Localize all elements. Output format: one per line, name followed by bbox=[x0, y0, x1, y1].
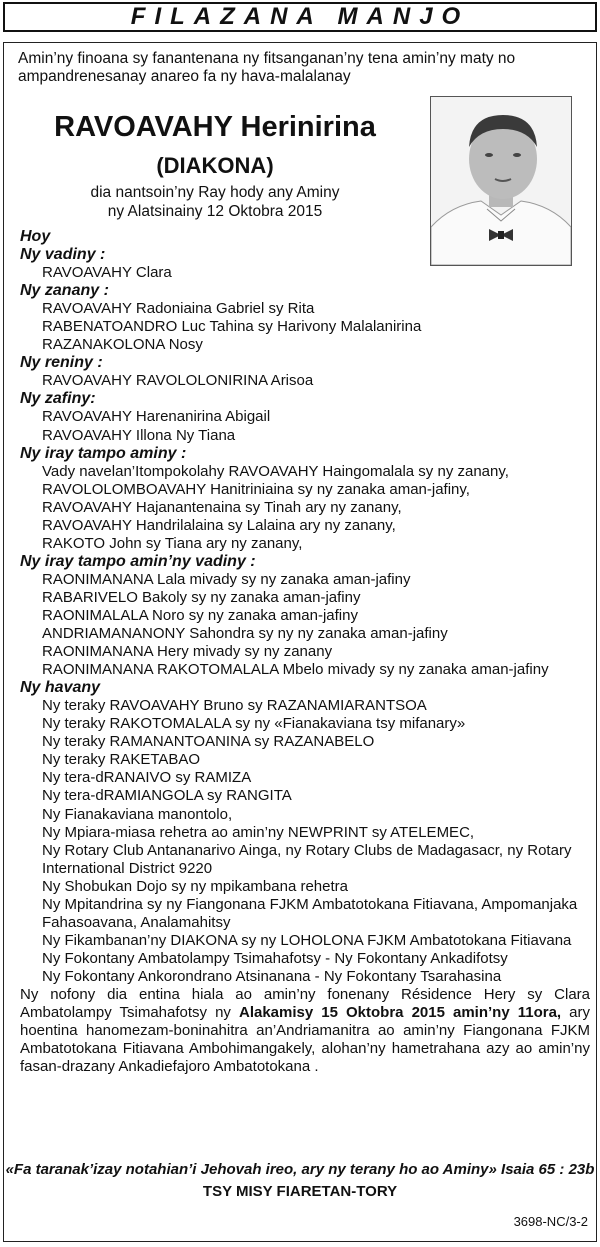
list-item: Ny teraky RAMANANTOANINA sy RAZANABELO bbox=[42, 733, 375, 751]
section-heading-havany: Ny havany bbox=[20, 679, 101, 697]
list-item: RABENATOANDRO Luc Tahina sy Harivony Malalanirina bbox=[42, 318, 422, 336]
list-item: RAVOAVAHY Radoniaina Gabriel sy Rita bbox=[42, 300, 315, 318]
death-date: ny Alatsinainy 12 Oktobra 2015 bbox=[107, 203, 323, 220]
list-item: Ny Fokontany Ambatolampy Tsimahafotsy - Ny Fokontany Ankadifotsy bbox=[42, 949, 508, 967]
section-heading-iray-tampo-vadiny: Ny iray tampo amin’ny vadiny : bbox=[20, 552, 256, 570]
list-item: RAVOAVAHY Illona Ny Tiana bbox=[42, 426, 236, 444]
list-item: Ny Mpitandrina sy ny Fiangonana FJKM Ambatotokana Fitiavana, Ampomanjaka Fahasoavana, Analamahitsy bbox=[42, 895, 578, 931]
list-item: RAONIMALALA Noro sy ny zanaka aman-jafiny bbox=[42, 606, 358, 624]
reference-code: 3698-NC/3-2 bbox=[513, 1214, 588, 1229]
section-heading-zanany: Ny zanany : bbox=[20, 282, 109, 300]
family-list bbox=[20, 228, 590, 1076]
list-item: RAVOLOLOMBOAVAHY Hanitriniaina sy ny zanaka aman-jafiny, bbox=[42, 480, 470, 498]
list-item: Ny teraky RAVOAVAHY Bruno sy RAZANAMIARANTSOA bbox=[42, 697, 427, 715]
list-item: RAVOAVAHY Handrilalaina sy Lalaina ary ny zanany, bbox=[42, 516, 396, 534]
list-item: Ny Mpiara-miasa rehetra ao amin’ny NEWPRINT sy ATELEMEC, bbox=[42, 823, 475, 841]
list-item: RAVOAVAHY Hajanantenaina sy Tinah ary ny zanany, bbox=[42, 498, 402, 516]
funeral-text-start: Ny nofony dia entina hiala ao amin’ny fonenany Résidence Hery sy Clara Ambatolampy Tsimahafotsy ny bbox=[20, 985, 590, 1022]
list-item: Ny tera-dRANAIVO sy RAMIZA bbox=[42, 769, 252, 787]
list-item: RAVOAVAHY RAVOLOLONIRINA Arisoa bbox=[42, 372, 314, 390]
list-item: Ny teraky RAKETABAO bbox=[42, 751, 201, 769]
list-item: Ny Fianakaviana manontolo, bbox=[42, 805, 233, 823]
deceased-title: (DIAKONA) bbox=[156, 153, 274, 178]
list-item: Ny tera-dRAMIANGOLA sy RANGITA bbox=[42, 787, 292, 805]
death-line: dia nantsoin’ny Ray hody any Aminy bbox=[90, 184, 340, 201]
page-header: FILAZANA MANJO bbox=[3, 2, 597, 32]
death-announcement bbox=[0, 183, 430, 221]
list-item: Ny Shobukan Dojo sy ny mpikambana rehetra bbox=[42, 877, 348, 895]
funeral-date: Alakamisy 15 Oktobra 2015 amin’ny 11ora, bbox=[238, 1004, 562, 1022]
funeral-details bbox=[20, 986, 590, 1076]
list-item: RAVOAVAHY Clara bbox=[42, 264, 172, 282]
section-heading-iray-tampo: Ny iray tampo aminy : bbox=[20, 444, 187, 462]
funeral-text-end: ary hoentina hanomezam-boninahitra an’Andriamanitra ao amin’ny Fiangonana FJKM Ambatotokana Fitiavana Ambohimangakely, alohan’ny hametrahana azy ao amin’ny fasan-drazany Ankadiefajoro Ambatotokana . bbox=[20, 1004, 591, 1076]
list-item: RAONIMANANA RAKOTOMALALA Mbelo mivady sy ny zanaka aman-jafiny bbox=[42, 661, 549, 679]
list-item: RAZANAKOLONA Nosy bbox=[42, 336, 203, 354]
list-item: Ny teraky RAKOTOMALALA sy ny «Fianakaviana tsy mifanary» bbox=[42, 715, 466, 733]
list-item: RAONIMANANA Hery mivady sy ny zanany bbox=[42, 643, 333, 661]
deceased-name: RAVOAVAHY Herinirina bbox=[54, 111, 376, 143]
intro-text: Amin’ny finoana sy fanantenana ny fitsanganan’ny tena amin’ny maty no ampandrenesanay anareo fa ny hava-malalanay bbox=[18, 50, 516, 85]
list-item: RAKOTO John sy Tiana ary ny zanany, bbox=[42, 534, 303, 552]
section-heading-zafiny: Ny zafiny: bbox=[20, 390, 96, 408]
list-item: Ny Rotary Club Antananarivo Ainga, ny Rotary Clubs de Madagasacr, ny Rotary International District 9220 bbox=[42, 841, 572, 877]
list-item: Vady navelan’Itompokolahy RAVOAVAHY Haingomalala sy ny zanany, bbox=[42, 462, 509, 480]
section-heading-reniny: Ny reniny : bbox=[20, 354, 103, 372]
hoy-label: Hoy bbox=[20, 228, 51, 245]
list-item: Ny Fikambanan’ny DIAKONA sy ny LOHOLONA FJKM Ambatotokana Fitiavana bbox=[42, 931, 572, 949]
list-item: ANDRIAMANANONY Sahondra sy ny ny zanaka aman-jafiny bbox=[42, 625, 448, 643]
closing-note: TSY MISY FIARETAN-TORY bbox=[202, 1183, 398, 1200]
bible-verse: «Fa taranak’izay notahian’i Jehovah ireo, ary ny terany ho ao Aminy» Isaia 65 : 23b bbox=[5, 1161, 595, 1178]
section-heading-vadiny: Ny vadiny : bbox=[20, 246, 106, 264]
list-item: RABARIVELO Bakoly sy ny zanaka aman-jafiny bbox=[42, 588, 361, 606]
list-item: RAONIMANANA Lala mivady sy ny zanaka aman-jafiny bbox=[42, 570, 411, 588]
list-item: Ny Fokontany Ankorondrano Atsinanana - Ny Fokontany Tsarahasina bbox=[42, 967, 502, 985]
list-item: RAVOAVAHY Harenanirina Abigail bbox=[42, 408, 271, 426]
